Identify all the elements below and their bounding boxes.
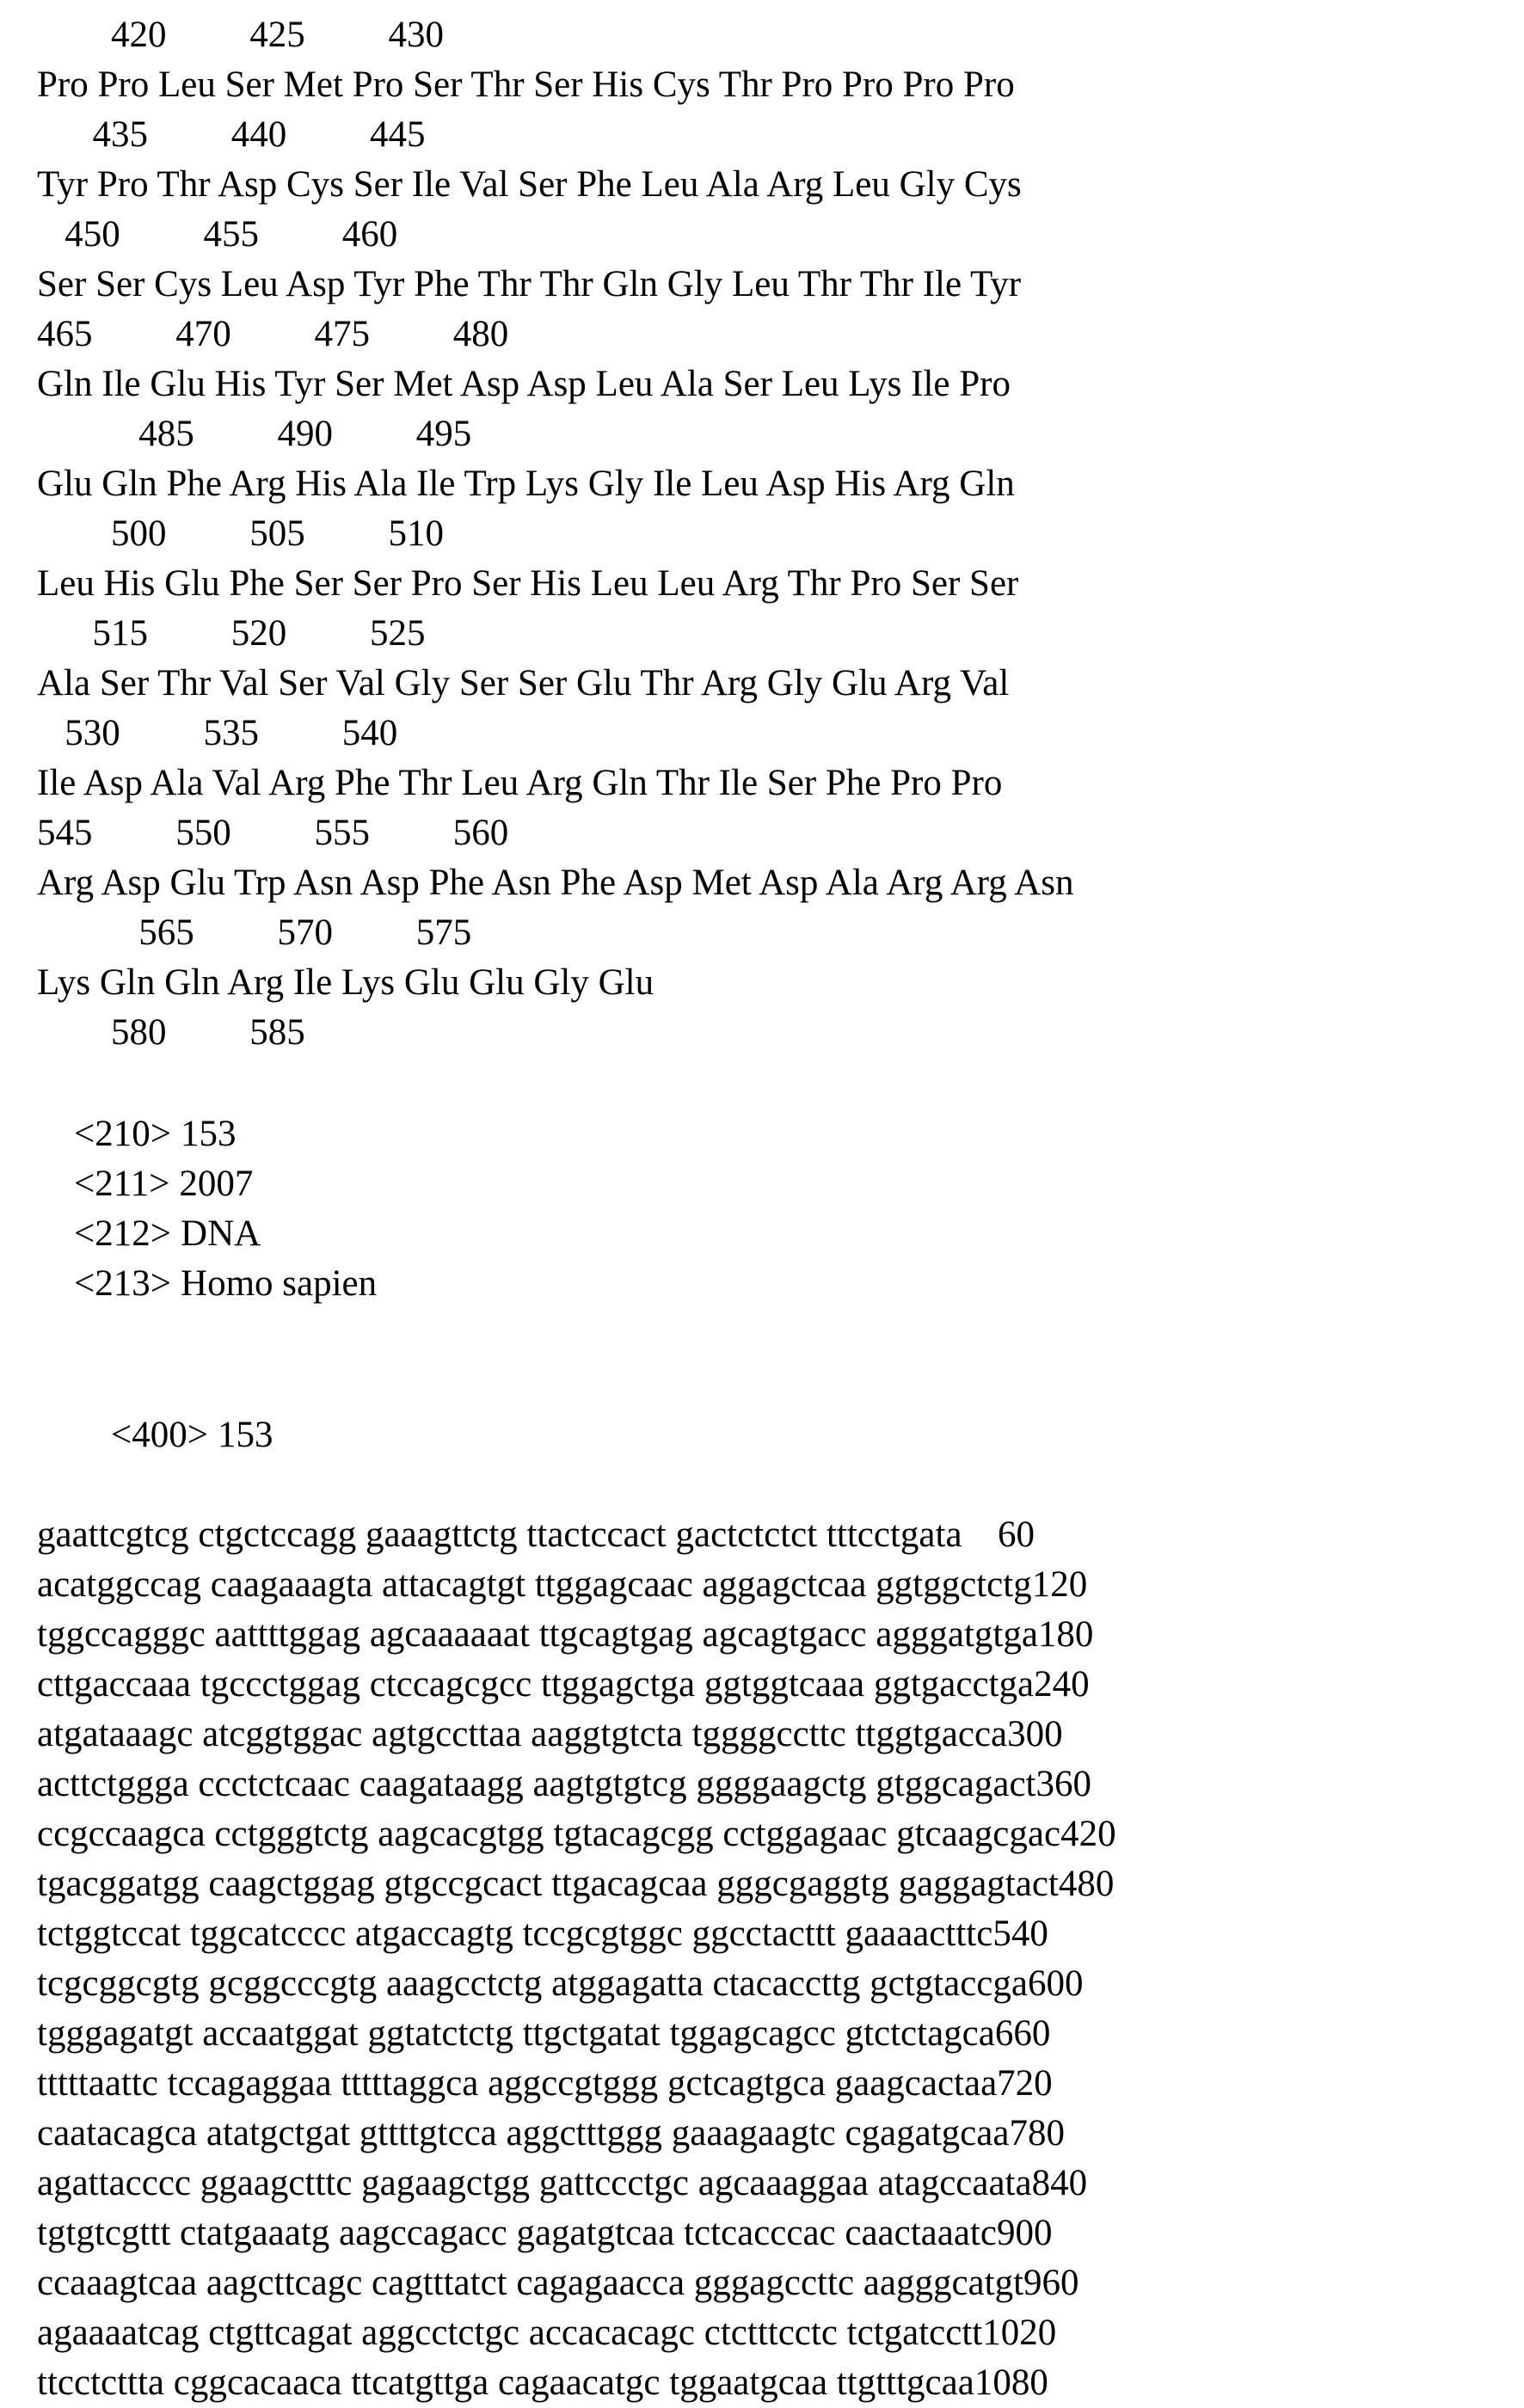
dna-sequence-line (37, 1660, 1090, 1710)
sequence-400-tag: <400> (111, 1415, 209, 1455)
metadata-tag: <213> (74, 1263, 172, 1304)
sequence-metadata-block (37, 1109, 1507, 1309)
dna-base-count: 360 (1035, 1764, 1092, 1804)
dna-base-count: 240 (1034, 1664, 1090, 1705)
residue-number-line: 580 585 (37, 1012, 305, 1053)
amino-acid-sequence-line: Arg Asp Glu Trp Asn Asp Phe Asn Phe Asp Met Asp Ala Arg Arg Asn (37, 863, 1074, 903)
dna-base-count: 300 (1007, 1714, 1063, 1754)
metadata-line (74, 1109, 1507, 1159)
metadata-line (74, 1209, 1507, 1259)
metadata-tag: <212> (74, 1213, 172, 1254)
dna-base-count: 480 (1058, 1864, 1115, 1904)
metadata-value: 2007 (179, 1164, 254, 1204)
residue-number-line: 500 505 510 (37, 513, 444, 554)
dna-sequence-line (37, 1510, 1035, 1560)
metadata-tag: <211> (74, 1164, 170, 1204)
dna-sequence-line (37, 1859, 1115, 1909)
dna-base-count: 1020 (982, 2313, 1057, 2353)
dna-sequence-line (37, 1560, 1088, 1610)
sequence-400-id: 153 (218, 1415, 273, 1455)
dna-sequence-line (37, 2159, 1088, 2208)
dna-sequence-line (37, 2009, 1051, 2059)
dna-base-count: 600 (1027, 1963, 1084, 2004)
dna-sequence-line (37, 1760, 1092, 1809)
dna-sequence-text: caatacagca atatgctgat gttttgtcca aggctttggg gaaagaagtc cgagatgcaa (37, 2113, 1010, 2153)
dna-base-count: 720 (997, 2063, 1053, 2104)
dna-sequence-block (37, 1510, 1507, 2408)
residue-number-line: 450 455 460 (37, 214, 398, 255)
dna-base-count: 960 (1023, 2263, 1079, 2303)
dna-sequence-text: ccaaagtcaa aagcttcagc cagtttatct cagagaacca gggagccttc aagggcatgt (37, 2263, 1024, 2303)
dna-sequence-text: tggccagggc aattttggag agcaaaaaat ttgcagtgag agcagtgacc agggatgtga (37, 1614, 1038, 1655)
residue-number-line: 530 535 540 (37, 713, 398, 753)
dna-sequence-line (37, 1909, 1048, 1959)
dna-base-count: 540 (992, 1914, 1048, 1954)
dna-base-count: 180 (1037, 1614, 1094, 1655)
residue-number-line: 485 490 495 (37, 414, 472, 454)
dna-sequence-line (37, 1809, 1116, 1859)
residue-number-line: 435 440 445 (37, 114, 426, 155)
dna-sequence-text: tgacggatgg caagctggag gtgccgcact ttgacagcaa gggcgaggtg gaggagtact (37, 1864, 1059, 1904)
amino-acid-sequence-line: Leu His Glu Phe Ser Ser Pro Ser His Leu Leu Arg Thr Pro Ser Ser (37, 563, 1019, 604)
dna-sequence-text: ttcctcttta cggcacaaca ttcatgttga cagaacatgc tggaatgcaa ttgtttgcaa (37, 2362, 974, 2403)
dna-sequence-text: tgggagatgt accaatggat ggtatctctg ttgctgatat tggagcagcc gtctctagca (37, 2013, 995, 2054)
dna-base-count: 60 (998, 1514, 1035, 1555)
dna-sequence-text: tgtgtcgttt ctatgaaatg aagccagacc gagatgtcaa tctcacccac caactaaatc (37, 2213, 997, 2253)
dna-sequence-text: cttgaccaaa tgccctggag ctccagcgcc ttggagctga ggtggtcaaa ggtgacctga (37, 1664, 1035, 1705)
dna-base-count: 780 (1009, 2113, 1065, 2153)
amino-acid-sequence-line: Pro Pro Leu Ser Met Pro Ser Thr Ser His Cys Thr Pro Pro Pro Pro (37, 64, 1015, 105)
dna-sequence-line (37, 2208, 1053, 2258)
dna-sequence-text: acatggccag caagaaagta attacagtgt ttggagcaac aggagctcaa ggtggctctg (37, 1564, 1032, 1605)
metadata-value: DNA (181, 1213, 261, 1254)
dna-base-count: 660 (994, 2013, 1051, 2054)
dna-sequence-line (37, 1610, 1094, 1660)
metadata-line (74, 1159, 1507, 1209)
dna-sequence-text: tttttaattc tccagaggaa tttttaggca aggccgtggg gctcagtgca gaagcactaa (37, 2063, 998, 2104)
residue-number-line: 545 550 555 560 (37, 813, 509, 853)
dna-base-count: 840 (1031, 2163, 1088, 2203)
dna-base-count: 420 (1060, 1814, 1116, 1854)
dna-sequence-text: agattacccc ggaagctttc gagaagctgg gattccctgc agcaaaggaa atagccaata (37, 2163, 1032, 2203)
dna-sequence-line (37, 2109, 1065, 2159)
amino-acid-sequence-line: Tyr Pro Thr Asp Cys Ser Ile Val Ser Phe Leu Ala Arg Leu Gly Cys (37, 164, 1022, 205)
metadata-line (74, 1259, 1507, 1309)
dna-base-count: 120 (1031, 1564, 1088, 1605)
dna-sequence-text: agaaaatcag ctgttcagat aggcctctgc accacacagc ctctttcctc tctgatcctt (37, 2313, 983, 2353)
sequence-400-header (37, 1361, 1507, 1510)
dna-sequence-text: acttctggga ccctctcaac caagataagg aagtgtgtcg ggggaagctg gtggcagact (37, 1764, 1036, 1804)
amino-acid-sequence-line: Ser Ser Cys Leu Asp Tyr Phe Thr Thr Gln Gly Leu Thr Thr Ile Tyr (37, 264, 1022, 304)
amino-acid-sequence-line: Lys Gln Gln Arg Ile Lys Glu Glu Gly Glu (37, 962, 654, 1003)
metadata-tag: <210> (74, 1114, 172, 1154)
dna-sequence-line (37, 2358, 1048, 2408)
dna-sequence-text: tctggtccat tggcatcccc atgaccagtg tccgcgtggc ggcctacttt gaaaactttc (37, 1914, 993, 1954)
amino-acid-sequence-line: Gln Ile Glu His Tyr Ser Met Asp Asp Leu Ala Ser Leu Lys Ile Pro (37, 364, 1011, 404)
dna-sequence-text: atgataaagc atcggtggac agtgccttaa aaggtgtcta tggggccttc ttggtgacca (37, 1714, 1008, 1754)
residue-number-line: 420 425 430 (37, 15, 444, 55)
dna-sequence-line (37, 1959, 1084, 2009)
dna-sequence-line (37, 2258, 1079, 2308)
metadata-value: Homo sapien (181, 1263, 378, 1304)
amino-acid-sequence-line: Ala Ser Thr Val Ser Val Gly Ser Ser Glu Thr Arg Gly Glu Arg Val (37, 663, 1010, 703)
amino-acid-sequence-line: Ile Asp Ala Val Arg Phe Thr Leu Arg Gln Thr Ile Ser Phe Pro Pro (37, 763, 1003, 803)
dna-base-count: 1080 (974, 2362, 1048, 2403)
dna-sequence-text: tcgcggcgtg gcggcccgtg aaagcctctg atggagatta ctacaccttg gctgtaccga (37, 1963, 1028, 2004)
dna-sequence-line (37, 2308, 1057, 2358)
metadata-value: 153 (181, 1114, 237, 1154)
amino-acid-sequence-line: Glu Gln Phe Arg His Ala Ile Trp Lys Gly Ile Leu Asp His Arg Gln (37, 464, 1015, 504)
residue-number-line: 565 570 575 (37, 912, 472, 953)
dna-sequence-text: ccgccaagca cctgggtctg aagcacgtgg tgtacagcgg cctggagaac gtcaagcgac (37, 1814, 1061, 1854)
dna-base-count: 900 (996, 2213, 1053, 2253)
dna-sequence-line (37, 2059, 1053, 2109)
dna-sequence-text: gaattcgtcg ctgctccagg gaaagttctg ttactccact gactctctct tttcctgata (37, 1514, 962, 1555)
dna-sequence-line (37, 1710, 1063, 1760)
amino-acid-block (37, 10, 1507, 1058)
residue-number-line: 465 470 475 480 (37, 314, 509, 354)
residue-number-line: 515 520 525 (37, 613, 426, 654)
